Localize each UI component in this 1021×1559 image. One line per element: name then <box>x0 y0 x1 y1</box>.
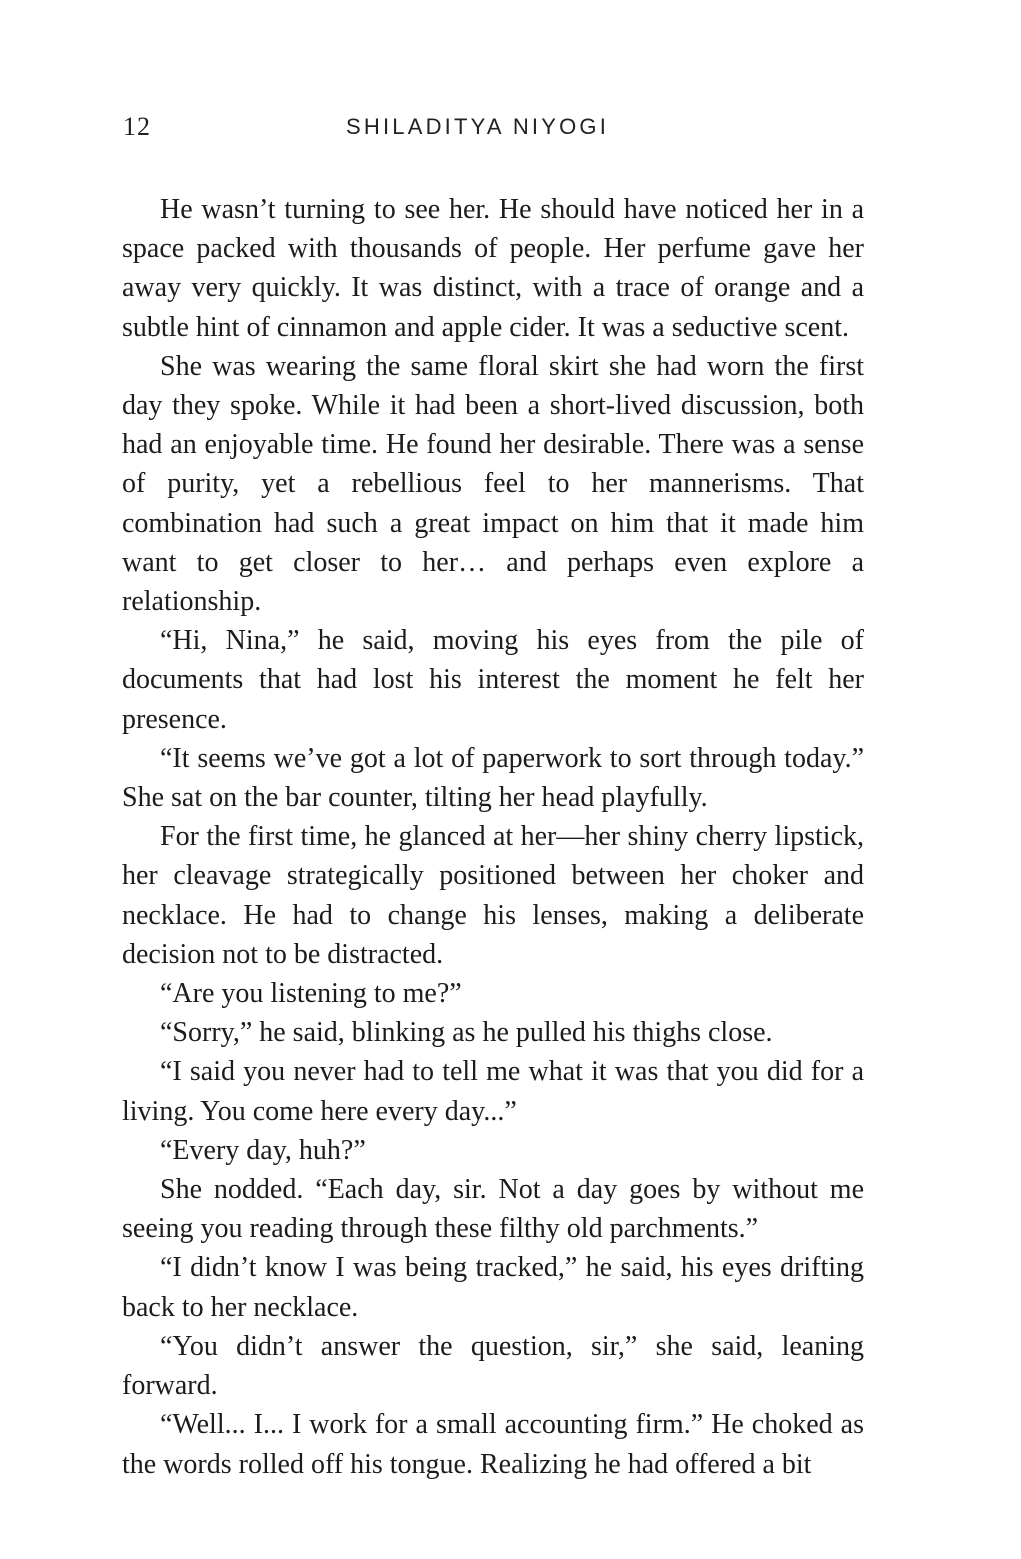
body-text <box>122 190 864 1484</box>
paragraph: “Sorry,” he said, blinking as he pulled his thighs close. <box>160 1017 773 1049</box>
page-header <box>0 112 1021 152</box>
running-head-author: SHILADITYA NIYOGI <box>346 114 610 139</box>
page-number: 12 <box>123 112 151 141</box>
paragraph: For the first time, he glanced at her—her shiny cherry lipstick, her cleavage strategically positioned between her choker and necklace. He had to change his lenses, making a deliberate decision not to be distracted. <box>122 821 864 970</box>
paragraph: “I didn’t know I was being tracked,” he said, his eyes drifting back to her necklace. <box>122 1252 864 1323</box>
paragraph: “It seems we’ve got a lot of paperwork to sort through today.” She sat on the bar counter, tilting her head playfully. <box>122 742 864 814</box>
paragraph: He wasn’t turning to see her. He should have noticed her in a space packed with thousands of people. Her perfume gave her away very quickly. It was distinct, with a trace of orange and a subtle hint of cinnamon and apple cider. It was a seductive scent. <box>122 194 864 343</box>
paragraph: “Are you listening to me?” <box>160 978 462 1010</box>
paragraph: She was wearing the same floral skirt she had worn the first day they spoke. While it had been a short-lived discussion, both had an enjoyable time. He found her desirable. There was a sense of purity, yet a rebellious feel to her mannerisms. That combination had such a great impact on him that it made him want to get closer to her… and perhaps even explore a relationship. <box>122 350 864 618</box>
paragraph: “I said you never had to tell me what it was that you did for a living. You come here every day...” <box>122 1056 864 1127</box>
paragraph: “Every day, huh?” <box>160 1134 366 1166</box>
paragraph: “Hi, Nina,” he said, moving his eyes from the pile of documents that had lost his interest the moment he felt her presence. <box>122 625 864 735</box>
paragraph: She nodded. “Each day, sir. Not a day goes by without me seeing you reading through these filthy old parchments.” <box>122 1174 864 1245</box>
paragraph: “Well... I... I work for a small accounting firm.” He choked as the words rolled off his tongue. Realizing he had offered a bit <box>122 1409 864 1480</box>
paragraph: “You didn’t answer the question, sir,” she said, leaning forward. <box>122 1330 864 1402</box>
